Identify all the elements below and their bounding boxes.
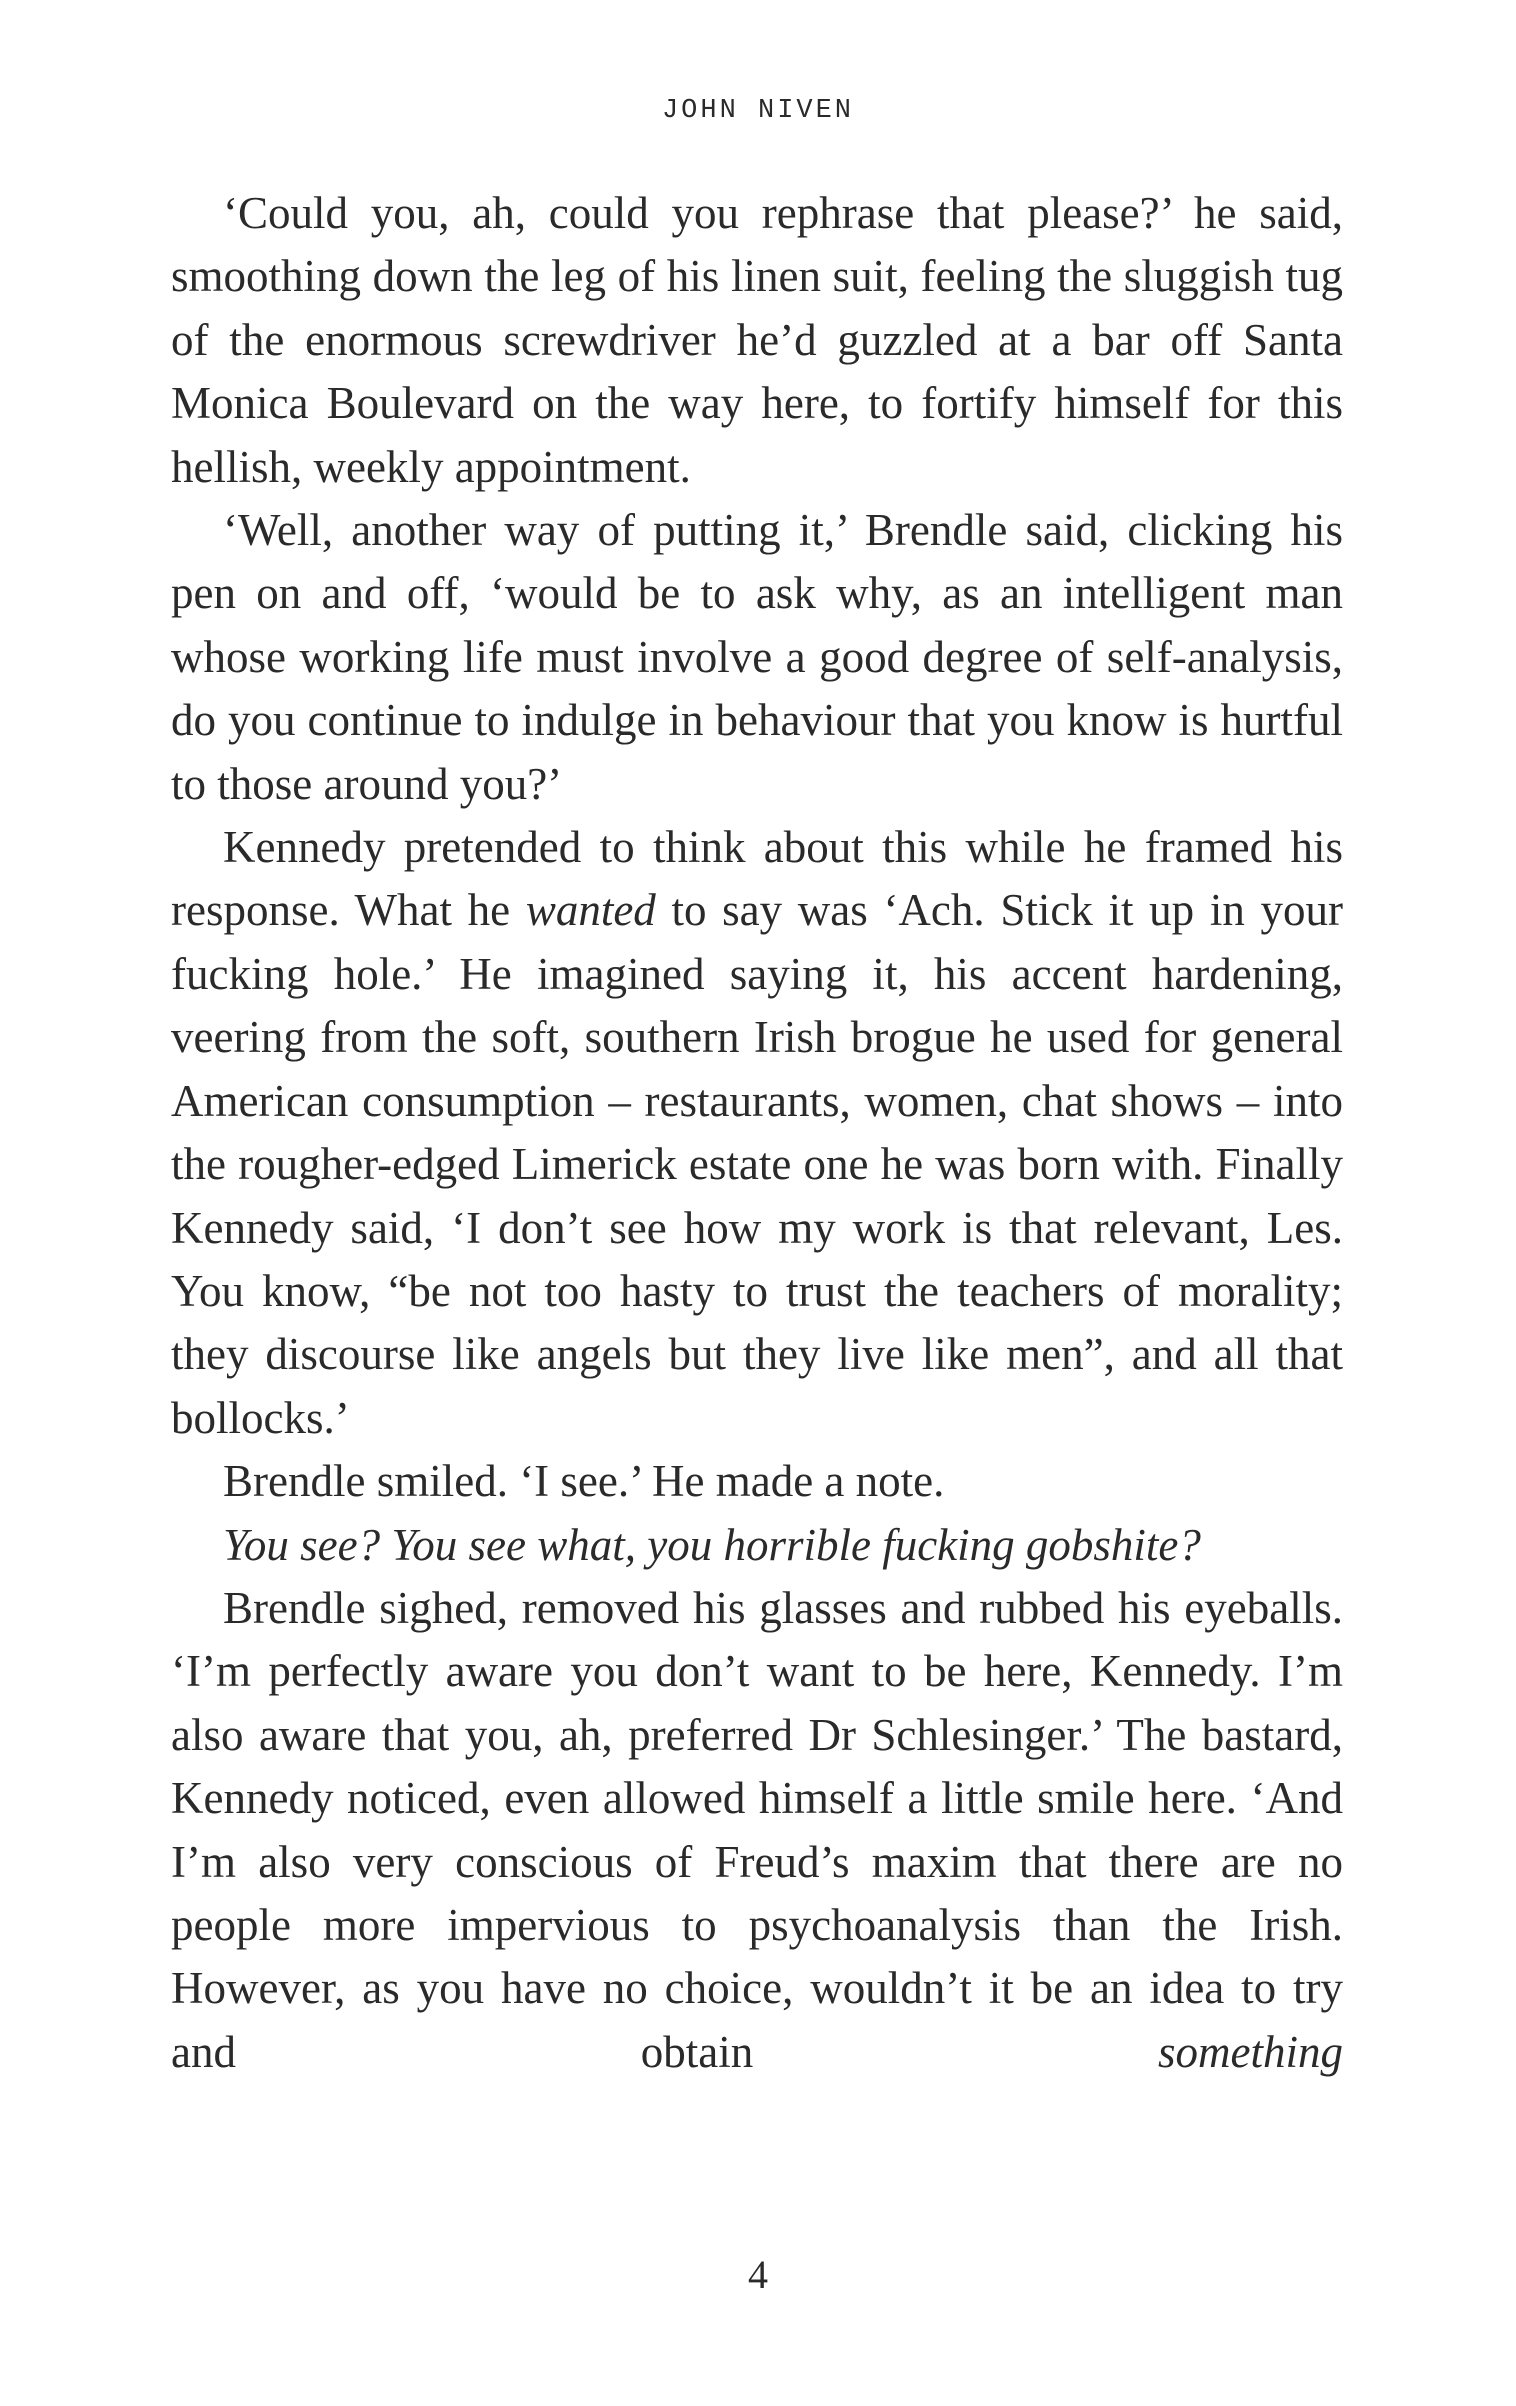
running-head: JOHN NIVEN bbox=[661, 96, 855, 126]
paragraph-5 bbox=[171, 1514, 1343, 1577]
text-segment: Brendle smiled. ‘I see.’ He made a note. bbox=[223, 1456, 945, 1507]
paragraph-2 bbox=[171, 499, 1343, 816]
text-segment: Brendle sighed, removed his glasses and rubbed his eyeballs. ‘I’m perfectly aware you don’t want to be here, Kennedy. I’m also aware that you, ah, preferred Dr Schlesinger.’ The bastard, Kennedy noticed, even allowed himself a little smile here. ‘And I’m also very conscious of Freud’s maxim that there are no people more impervious to psychoanalysis than the Irish. However, as you have no choice, wouldn’t it be an idea to try and obtain bbox=[171, 1582, 1343, 2077]
italic-emphasis: something bbox=[1158, 2026, 1343, 2077]
paragraph-6 bbox=[171, 1577, 1343, 2084]
italic-thought: You see? You see what, you horrible fucking gobshite? bbox=[223, 1519, 1201, 1570]
page-number: 4 bbox=[748, 2252, 768, 2297]
text-segment: to say was ‘Ach. Stick it up in your fucking hole.’ He imagined saying it, his accent hardening, veering from the soft, southern Irish brogue he used for general American consumption – restaurants, women, chat shows – into the rougher-edged Limerick estate one he was born with. Finally Kennedy said, ‘I don’t see how my work is that relevant, Les. You know, “be not too hasty to trust the teachers of morality; they discourse like angels but they live like men”, and all that bollocks.’ bbox=[171, 885, 1343, 1443]
paragraph-4 bbox=[171, 1450, 1343, 1513]
text-segment: ‘Could you, ah, could you rephrase that please?’ he said, smoothing down the leg of his linen suit, feeling the sluggish tug of the enormous screwdriver he’d guzzled at a bar off Santa Monica Boulevard on the way here, to fortify himself for this hellish, weekly appointment. bbox=[171, 188, 1343, 492]
body-text bbox=[171, 182, 1343, 2084]
paragraph-3 bbox=[171, 816, 1343, 1450]
text-segment: Kennedy pretended to think about this while he framed his response. What he bbox=[171, 822, 1343, 936]
text-segment: ‘Well, another way of putting it,’ Brendle said, clicking his pen on and off, ‘would be to ask why, as an intelligent man whose working life must involve a good degree of self-analysis, do you continue to indulge in behaviour that you know is hurtful to those around you?’ bbox=[171, 505, 1343, 809]
paragraph-1 bbox=[171, 182, 1343, 499]
italic-emphasis: wanted bbox=[525, 885, 656, 936]
